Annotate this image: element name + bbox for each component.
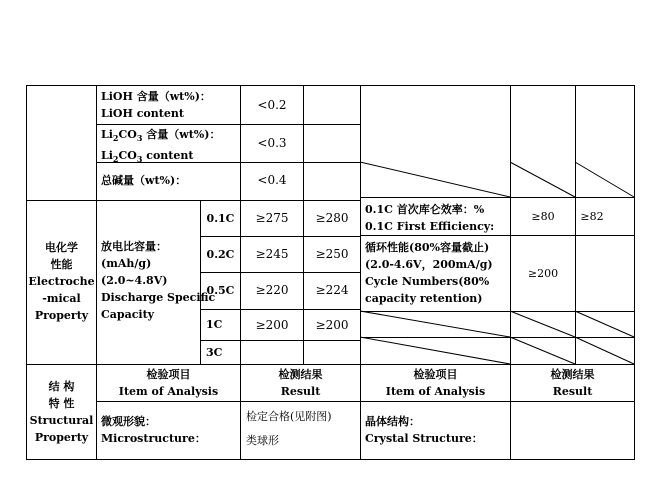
crystal-structure-label: 晶体结构： Crystal Structure： [365,415,483,445]
header-result: 检测结果 Result [278,368,323,398]
rate-label: 0.5C [206,284,235,297]
table-border-bottom [26,459,634,460]
col-divider [360,85,361,460]
section-divider [26,364,634,365]
row-divider [96,401,634,402]
lioh-label: LiOH 含量（wt%)： LiOH content [101,90,211,120]
header-item: 检验项目 Item of Analysis [385,368,486,398]
table-border-right [634,85,635,460]
rate-label: 3C [206,346,223,359]
structural-category: 结 构 特 性 Structural Property [29,380,94,444]
section-divider [26,200,360,201]
li2co3-value: <0.3 [257,136,287,150]
rate-value: ≥245 [255,247,289,261]
total-alkali-label: 总碱量（wt%)： [101,174,187,187]
rate-label: 0.2C [206,248,235,261]
row-divider [200,236,360,237]
total-alkali-value: <0.4 [257,173,287,187]
row-divider [360,197,634,198]
first-efficiency-value: ≥80 [531,210,555,223]
rate-value: ≥224 [315,283,349,297]
cycle-performance-label: 循环性能(80%容量截止) (2.0-4.6V，200mA/g) Cycle Numbers(80% capacity retention) [365,241,493,305]
rate-label: 1C [206,318,223,331]
rate-value: ≥250 [315,247,349,261]
rate-label: 0.1C [206,212,235,225]
rate-value: ≥200 [315,318,349,332]
rate-value: ≥200 [255,318,289,332]
rate-value: ≥220 [255,283,289,297]
header-result: 检测结果 Result [550,368,595,398]
rate-value: ≥275 [255,211,289,225]
row-divider [360,311,634,312]
row-divider [200,309,360,310]
row-divider [360,337,634,338]
table-border-top [26,85,634,86]
row-divider [200,272,360,273]
col-divider [96,85,97,460]
rate-value: ≥280 [315,211,349,225]
row-divider [96,124,360,125]
first-efficiency-value: ≥82 [580,210,604,223]
electrochemical-category: 电化学 性能 Electroche -mical Property [28,241,95,322]
cycle-value: ≥200 [527,267,559,280]
lioh-value: <0.2 [257,98,287,112]
row-divider [200,340,360,341]
discharge-capacity-label: 放电比容量： (mAh/g) (2.0~4.8V) Discharge Specific Capacity [101,240,216,321]
row-divider [360,235,634,236]
microstructure-result: 检定合格(见附图) 类球形 [246,410,332,447]
first-efficiency-label: 0.1C 首次库仑效率：% 0.1C First Efficiency: [365,203,495,233]
header-item: 检验项目 Item of Analysis [118,368,219,398]
li2co3-label: $Li_2CO_3$ 含量（wt%)： $Li_2CO_3$ content [101,128,221,165]
microstructure-label: 微观形貌： Microstructure： [101,415,206,445]
